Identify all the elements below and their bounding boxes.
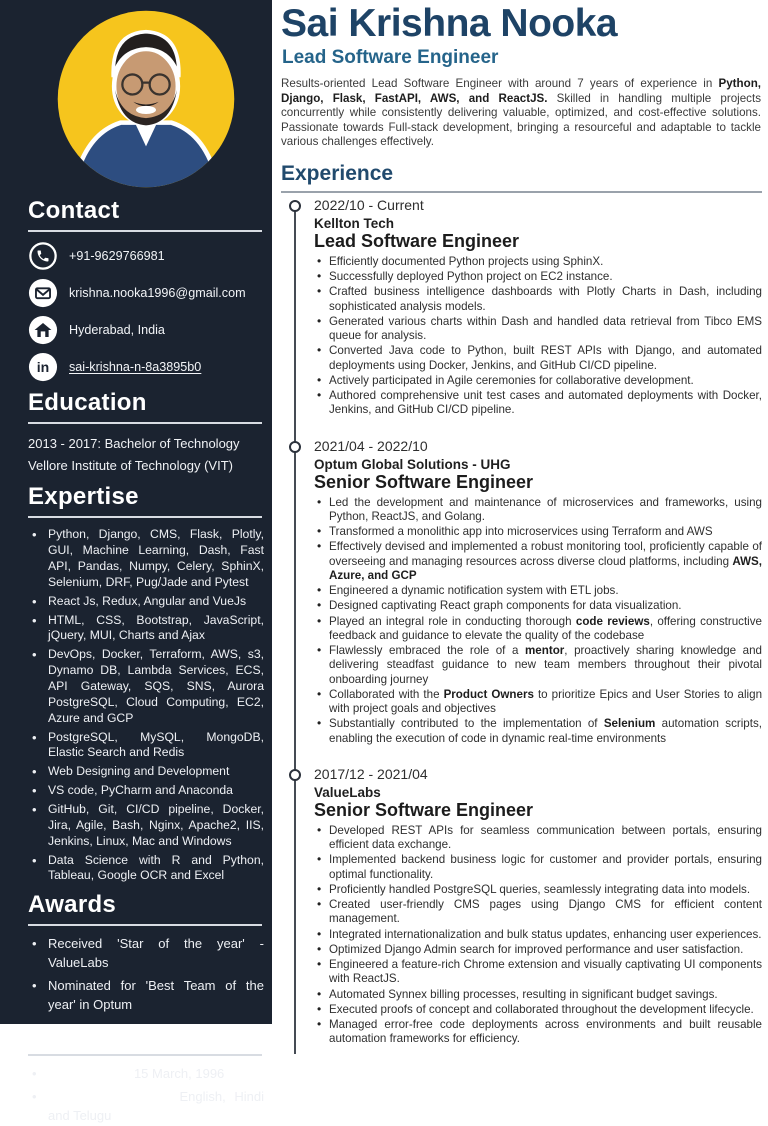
job-bullet: • Generated various charts within Dash and handled data retrieval from Tibco EMS queue for analysis.: [314, 315, 762, 344]
job-bullet: • Successfully deployed Python project on EC2 instance.: [314, 270, 762, 284]
job-role: Senior Software Engineer: [314, 471, 534, 492]
timeline-marker-icon: [289, 769, 301, 781]
job-company: Optum Global Solutions - UHG: [314, 456, 511, 472]
headline-title: Lead Software Engineer: [282, 46, 499, 68]
job-bullet: • Created user-friendly CMS pages using Django CMS for efficient content management.: [314, 898, 762, 927]
job-bullet: • Transformed a monolithic app into microservices using Terraform and AWS: [314, 525, 762, 539]
expertise-item: • VS code, PyCharm and Anaconda: [28, 783, 264, 799]
education-line: 2013 - 2017: Bachelor of Technology: [28, 435, 240, 451]
personal-details-section: [28, 1023, 264, 1126]
expertise-item: • DevOps, Docker, Terraform, AWS, s3, Dynamo DB, Lambda Services, ECS, API Gateway, SQS, SNS, Aurora PostgreSQL, Cloud Computing, EC2, Azure and GCP: [28, 647, 264, 726]
job-bullet: • Executed proofs of concept and collaborated throughout the development lifecycle.: [314, 1003, 762, 1017]
svg-text:in: in: [36, 359, 50, 376]
expertise-item: • React Js, Redux, Angular and VueJs: [28, 594, 264, 610]
expertise-item: • HTML, CSS, Bootstrap, JavaScript, jQuery, MUI, Charts and Ajax: [28, 613, 264, 645]
job-role: Lead Software Engineer: [314, 230, 520, 251]
job-company: Kellton Tech: [314, 215, 395, 231]
job-role: Senior Software Engineer: [314, 799, 534, 820]
job-bullet: • Effectively devised and implemented a robust monitoring tool, proficiently capable of overseeing and managing resources across diverse cloud platforms, including AWS, Azure, and GCP: [314, 540, 762, 583]
home-icon: [28, 315, 58, 345]
job-bullet: • Developed REST APIs for seamless communication between portals, ensuring efficient data exchange.: [314, 824, 762, 853]
expertise-list: [28, 527, 264, 884]
job-entry: [281, 438, 762, 746]
job-bullet: • Engineered a dynamic notification system with ETL jobs.: [314, 584, 762, 598]
contact-linkedin[interactable]: [28, 352, 264, 382]
job-dates: 2022/10 - Current: [314, 196, 424, 213]
email-address: krishna.nooka1996@gmail.com: [69, 285, 246, 300]
contact-phone: [28, 241, 264, 271]
linkedin-icon[interactable]: [28, 352, 58, 382]
expertise-item: • PostgreSQL, MySQL, MongoDB, Elastic Search and Redis: [28, 730, 264, 762]
sidebar: [0, 0, 272, 1124]
expertise-item: • Web Designing and Development: [28, 764, 264, 780]
email-icon: [28, 278, 58, 308]
professional-summary: Results-oriented Lead Software Engineer with around 7 years of experience in Python, Django, Flask, FastAPI, AWS, and ReactJS. Skilled in handling multiple projects concurrently while consistently delivering valuable, optimized, and cost-effective solutions. Passionate towards Full-stack development, bringing a resourceful and adaptable to tackle various challenges effectively.: [281, 76, 761, 149]
linkedin-link[interactable]: sai-krishna-n-8a3895b0: [69, 359, 202, 374]
job-bullets: [314, 496, 762, 746]
divider: [28, 516, 262, 518]
job-dates: 2017/12 - 2021/04: [314, 765, 428, 782]
contact-email: [28, 278, 264, 308]
awards-section: [28, 892, 264, 1014]
job-bullet: • Converted Java code to Python, built REST APIs with Django, and automated deployments using Docker, Jenkins, and GitHub CI/CD pipeline.: [314, 344, 762, 373]
job-bullet: • Implemented backend business logic for customer and provider portals, ensuring optimal functionality.: [314, 853, 762, 882]
profile-photo: [55, 8, 237, 190]
job-bullet: • Designed captivating React graph components for data visualization.: [314, 599, 762, 613]
phone-icon: [28, 241, 58, 271]
expertise-item: • Python, Django, CMS, Flask, Plotly, GUI, Machine Learning, Dash, Fast API, Pandas, Numpy, Celery, SphinX, Selenium, DRF, Pug/Jade and Pytest: [28, 527, 264, 590]
job-entry: [281, 766, 762, 1047]
divider: [28, 1054, 262, 1056]
education-section: [28, 390, 264, 477]
experience-timeline: [281, 193, 762, 1048]
job-entry: [281, 197, 762, 418]
award-item: • Received 'Star of the year' - ValueLabs: [28, 935, 264, 973]
job-dates: 2021/04 - 2022/10: [314, 437, 428, 454]
contact-section: [28, 198, 264, 382]
education-lines: [28, 433, 264, 477]
education-heading: Education: [28, 388, 147, 416]
job-bullets: [314, 824, 762, 1047]
timeline-marker-icon: [289, 200, 301, 212]
education-line: Vellore Institute of Technology (VIT): [28, 457, 233, 473]
awards-list: [28, 935, 264, 1014]
expertise-section: [28, 484, 264, 884]
page-title: Sai Krishna Nooka: [281, 2, 618, 45]
phone-number: +91-9629766981: [69, 248, 165, 263]
expertise-item: • GitHub, Git, CI/CD pipeline, Docker, Jira, Agile, Bash, Nginx, Apache2, IIS, Jenkins, Linux, Mac and Windows: [28, 802, 264, 850]
personal-details-list: [28, 1065, 264, 1126]
divider: [28, 230, 262, 232]
expertise-item: • Data Science with R and Python, Tableau, Google OCR and Excel: [28, 853, 264, 885]
awards-heading: Awards: [28, 891, 117, 919]
job-bullet: • Led the development and maintenance of microservices and frameworks, using Python, ReactJS, and Golang.: [314, 496, 762, 525]
job-company: ValueLabs: [314, 784, 381, 800]
job-bullet: • Crafted business intelligence dashboards with Plotly Charts in Dash, including sophisticated analysis models.: [314, 285, 762, 314]
job-bullet: • Efficiently documented Python projects using SphinX.: [314, 255, 762, 269]
job-bullet: • Engineered a feature-rich Chrome extension and visually captivating UI components with ReactJS.: [314, 958, 762, 987]
job-bullet: • Authored comprehensive unit test cases and automated deployments with Docker, Jenkins, and GitHub CI/CD pipeline.: [314, 389, 762, 418]
job-bullet: • Automated Synnex billing processes, resulting in significant budget savings.: [314, 988, 762, 1002]
timeline-marker-icon: [289, 441, 301, 453]
location-text: Hyderabad, India: [69, 322, 165, 337]
divider: [28, 924, 262, 926]
personal-details-heading: Personal Details: [28, 1021, 220, 1049]
expertise-heading: Expertise: [28, 483, 139, 511]
job-bullet: • Flawlessly embraced the role of a mentor, proactively sharing knowledge and delivering steadfast guidance to new team members throughout their pivotal onboarding journey: [314, 644, 762, 687]
personal-detail-item: • Date of Birth: 15 March, 1996: [28, 1065, 264, 1084]
job-bullet: • Integrated internationalization and bulk status updates, enhancing user experiences.: [314, 928, 762, 942]
job-bullets: [314, 255, 762, 418]
job-bullet: • Collaborated with the Product Owners to prioritize Epics and User Stories to align with project goals and objectives: [314, 688, 762, 717]
job-bullet: • Actively participated in Agile ceremonies for collaborative development.: [314, 374, 762, 388]
experience-heading: Experience: [281, 161, 394, 185]
contact-heading: Contact: [28, 197, 120, 224]
personal-detail-item: • Languages known: English, Hindi and Telugu: [28, 1088, 264, 1126]
award-item: • Nominated for 'Best Team of the year' in Optum: [28, 977, 264, 1015]
avatar-image: [55, 8, 237, 190]
job-bullet: • Substantially contributed to the implementation of Selenium automation scripts, enabling the execution of code in dynamic real-time environments: [314, 717, 762, 746]
job-bullet: • Managed error-free code deployments across environments and built reusable automation frameworks for efficiency.: [314, 1018, 762, 1047]
job-bullet: • Optimized Django Admin search for improved performance and user satisfaction.: [314, 943, 762, 957]
job-bullet: • Proficiently handled PostgreSQL queries, seamlessly integrating data into models.: [314, 883, 762, 897]
main-content: [272, 0, 768, 1046]
contact-location: [28, 315, 264, 345]
divider: [28, 422, 262, 424]
job-bullet: • Played an integral role in conducting thorough code reviews, offering constructive feedback and guidance to elevate the quality of the codebase: [314, 615, 762, 644]
